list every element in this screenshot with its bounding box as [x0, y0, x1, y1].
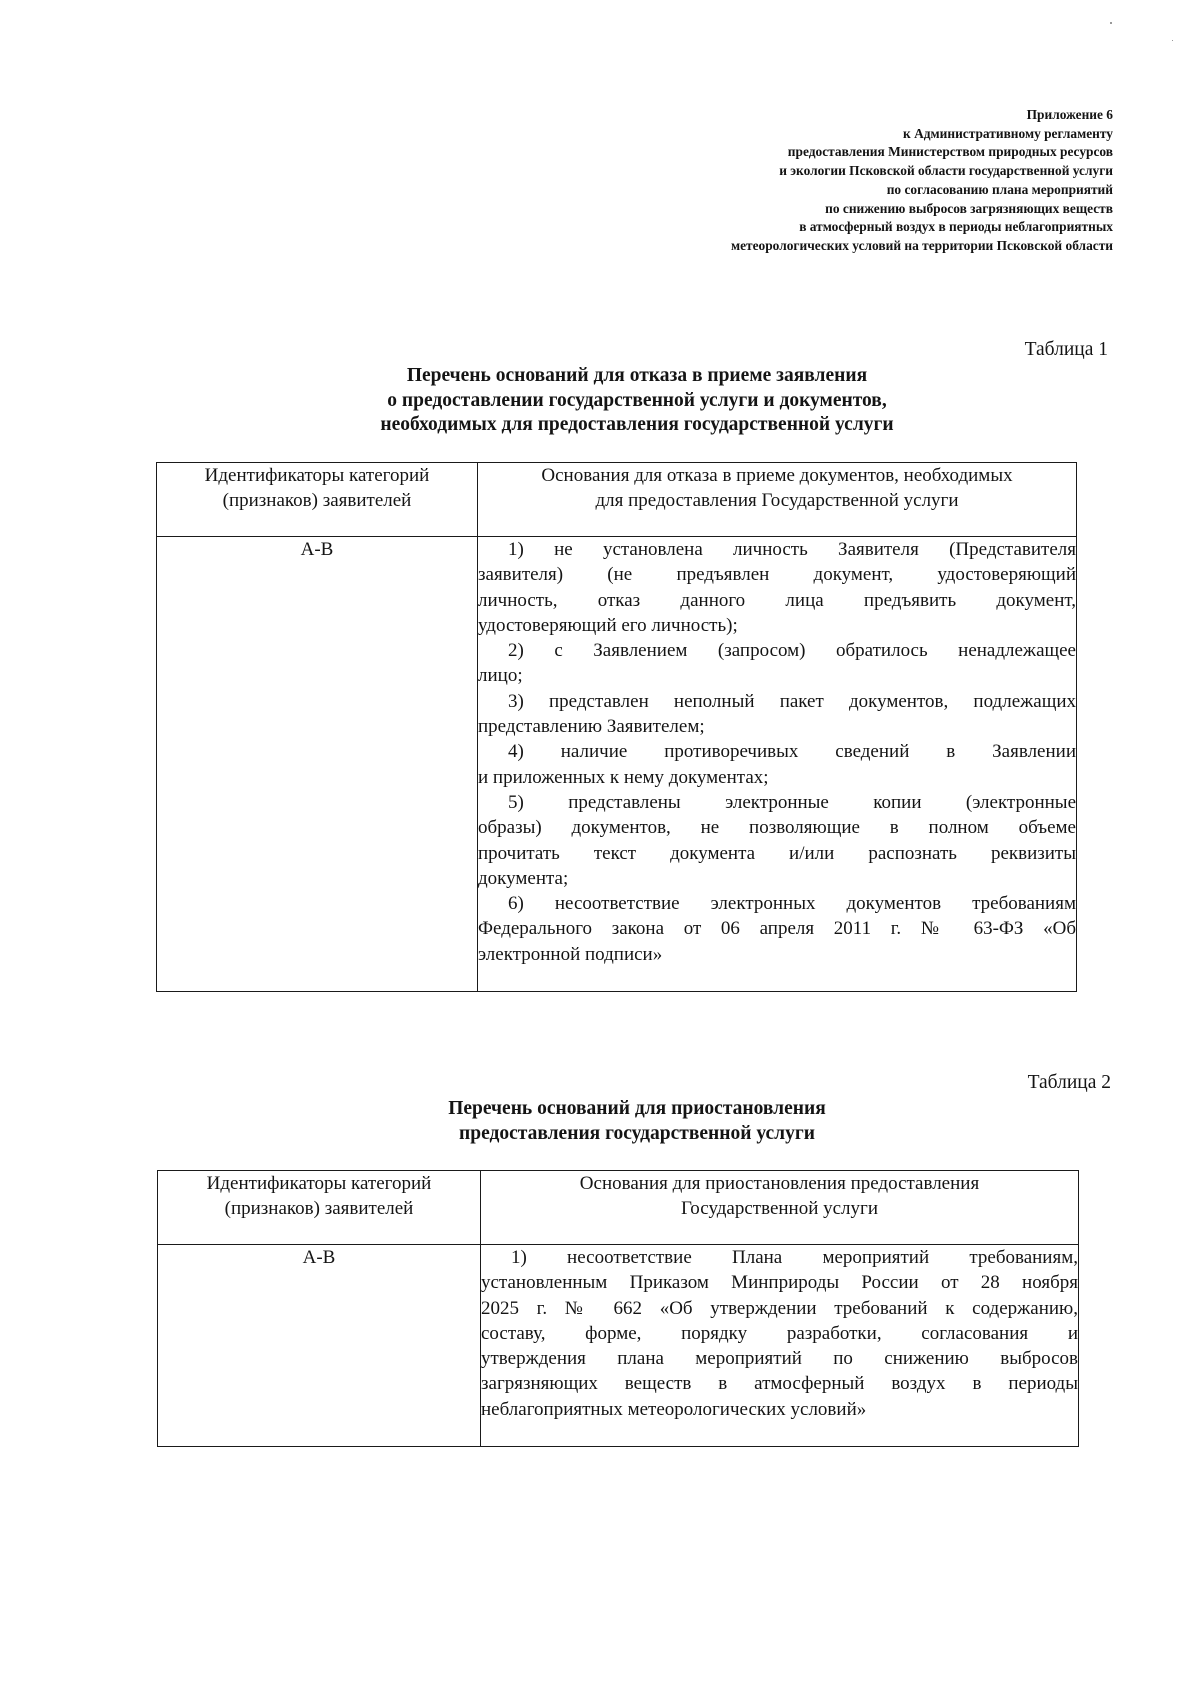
reason-item [478, 739, 1076, 790]
text-line: 5) представлены электронные копии (электронные [508, 791, 1076, 813]
table1-header-categories [157, 463, 478, 537]
header-line: Основания для отказа в приеме документов, необходимых [541, 465, 1013, 486]
table1-heading [157, 364, 1117, 438]
text-line: 2025 г. № 662 «Об утверждении требований к содержанию, [481, 1297, 1078, 1319]
appendix-line: в атмосферный воздух в периоды неблагоприятных [799, 219, 1113, 235]
text-line: удостоверяющий его личность); [478, 614, 738, 636]
table1-row [157, 537, 1077, 992]
reason-item [478, 537, 1076, 638]
header-line: для предоставления Государственной услуги [595, 490, 959, 512]
text-line: утверждения плана мероприятий по снижению выбросов [481, 1348, 1078, 1370]
text-line: документа; [478, 867, 569, 889]
reason-item [478, 891, 1076, 967]
table2-heading-line: предоставления государственной услуги [459, 1122, 815, 1144]
text-line: 6) несоответствие электронных документов требованиям [508, 893, 1076, 915]
header-line: Государственной услуги [680, 1198, 879, 1220]
text-line: установленным Приказом Минприроды России от 28 ноября [481, 1272, 1078, 1294]
header-line: Основания для приостановления предоставления [579, 1173, 980, 1194]
text-line: составу, форме, порядку разработки, согласования и [481, 1322, 1078, 1344]
text-line: неблагоприятных метеорологических условий» [481, 1398, 867, 1420]
text-line: заявителя) (не предъявлен документ, удостоверяющий [478, 564, 1076, 586]
table2-heading [157, 1097, 1117, 1146]
reason-item [481, 1245, 1078, 1422]
appendix-line: по снижению выбросов загрязняющих веществ [825, 200, 1113, 216]
table1-header-reasons [478, 463, 1077, 537]
header-line: Идентификаторы категорий [204, 465, 430, 486]
text-line: 3) представлен неполный пакет документов, подлежащих [508, 690, 1076, 712]
table2 [157, 1170, 1079, 1447]
table1-heading-line: Перечень оснований для отказа в приеме заявления [406, 365, 868, 386]
reason-item [478, 638, 1076, 689]
text-line: 1) несоответствие Плана мероприятий требованиям, [511, 1247, 1078, 1268]
appendix-line: предоставления Министерством природных ресурсов [787, 144, 1113, 160]
text-line: прочитать текст документа и/или распознать реквизиты [478, 842, 1076, 864]
table1-heading-line: о предоставлении государственной услуги и документов, [387, 389, 887, 411]
appendix-line: по согласованию плана мероприятий [886, 181, 1113, 197]
text-line: личность, отказ данного лица предъявить документ, [478, 589, 1076, 611]
text-line: загрязняющих веществ в атмосферный воздух в периоды [481, 1373, 1078, 1395]
table1-header-row [157, 463, 1077, 537]
text-line: представлению Заявителем; [478, 716, 705, 738]
text-line: лицо; [478, 665, 523, 687]
table1-heading-line: необходимых для предоставления государственной услуги [380, 414, 894, 435]
table2-category: А-В [158, 1245, 481, 1447]
text-line: электронной подписи» [478, 943, 663, 965]
table2-heading-line: Перечень оснований для приостановления [448, 1098, 826, 1119]
table2-header-row [158, 1171, 1079, 1245]
scan-speck [1172, 40, 1173, 41]
text-line: Федерального закона от 06 апреля 2011 г. № 63-ФЗ «Об [478, 918, 1076, 940]
text-line: и приложенных к нему документах; [478, 766, 769, 788]
appendix-line: метеорологических условий на территории Псковской области [730, 237, 1113, 253]
header-line: Идентификаторы категорий [206, 1173, 432, 1194]
scan-speck [1110, 22, 1112, 24]
text-line: 1) не установлена личность Заявителя (Представителя [508, 539, 1076, 560]
table2-header-reasons [481, 1171, 1079, 1245]
header-line: (признаков) заявителей [224, 1198, 414, 1220]
reason-item [478, 790, 1076, 891]
table1-label: Таблица 1 [1024, 339, 1108, 360]
table2-reasons [481, 1245, 1079, 1447]
header-line: (признаков) заявителей [222, 490, 412, 512]
text-line: образы) документов, не позволяющие в полном объеме [478, 817, 1076, 839]
table2-row [158, 1245, 1079, 1447]
table1-reasons [478, 537, 1077, 992]
appendix-header [493, 106, 1113, 256]
appendix-line: к Административному регламенту [903, 125, 1113, 141]
text-line: 4) наличие противоречивых сведений в Заявлении [508, 741, 1076, 763]
table1-category: А-В [157, 537, 478, 992]
appendix-line: Приложение 6 [1026, 107, 1113, 122]
reason-item [478, 689, 1076, 740]
table1 [156, 462, 1077, 992]
table2-header-categories [158, 1171, 481, 1245]
appendix-line: и экологии Псковской области государственной услуги [779, 163, 1113, 179]
table2-label: Таблица 2 [1027, 1072, 1111, 1093]
text-line: 2) с Заявлением (запросом) обратилось ненадлежащее [508, 640, 1076, 662]
